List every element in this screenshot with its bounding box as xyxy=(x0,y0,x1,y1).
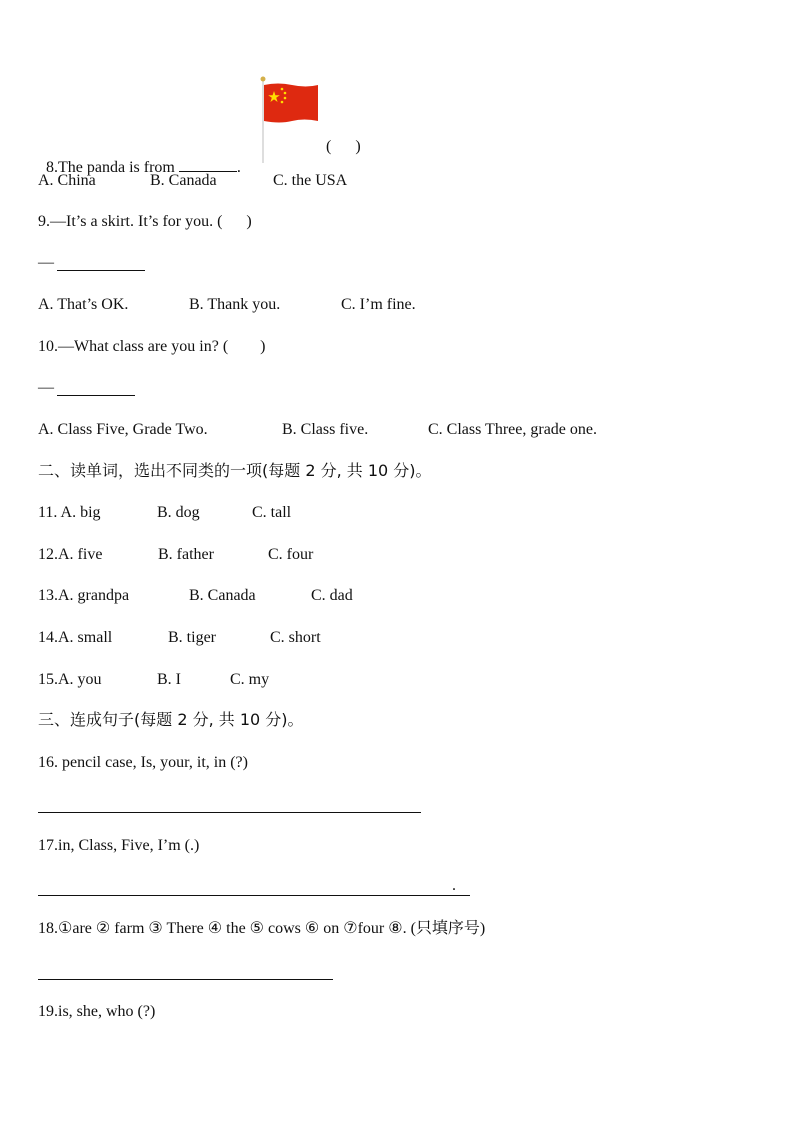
question-11-option-a[interactable]: 11. A. big xyxy=(38,504,101,521)
question-12-option-b[interactable]: B. father xyxy=(158,546,214,563)
question-17-text: 17.in, Class, Five, I’m (.) xyxy=(38,837,200,854)
section-2-title: 二、读单词，选出不同类的一项(每题 2 分, 共 10 分)。 xyxy=(38,461,432,480)
question-13-option-a[interactable]: 13.A. grandpa xyxy=(38,587,130,604)
answer-line[interactable] xyxy=(57,395,135,396)
question-11-option-b[interactable]: B. dog xyxy=(157,504,200,521)
question-13-option-c[interactable]: C. dad xyxy=(311,587,353,604)
response-dash: — xyxy=(38,379,54,396)
option-c[interactable]: C. Class Three, grade one. xyxy=(428,421,597,438)
question-13-option-b[interactable]: B. Canada xyxy=(189,587,256,604)
question-11-option-c[interactable]: C. tall xyxy=(252,504,292,521)
question-14-option-c[interactable]: C. short xyxy=(270,629,321,646)
question-15-option-b[interactable]: B. I xyxy=(157,671,181,688)
option-b[interactable]: B. Class five. xyxy=(282,421,369,438)
question-16-text: 16. pencil case, Is, your, it, in (?) xyxy=(38,754,248,771)
answer-line[interactable] xyxy=(38,895,470,896)
answer-line[interactable] xyxy=(38,979,333,980)
question-15-option-c[interactable]: C. my xyxy=(230,671,270,688)
option-c[interactable]: C. I’m fine. xyxy=(341,296,416,313)
question-14-option-b[interactable]: B. tiger xyxy=(168,629,216,646)
question-12-option-c[interactable]: C. four xyxy=(268,546,314,563)
question-8-text: 8.The panda is from xyxy=(46,159,179,176)
answer-period: . xyxy=(452,877,456,894)
option-a[interactable]: A. Class Five, Grade Two. xyxy=(38,421,208,438)
option-c[interactable]: C. the USA xyxy=(273,172,348,189)
question-8-period: . xyxy=(236,159,241,176)
option-a[interactable]: A. That’s OK. xyxy=(38,296,129,313)
answer-line[interactable] xyxy=(57,270,145,271)
question-15-option-a[interactable]: 15.A. you xyxy=(38,671,102,688)
option-b[interactable]: B. Canada xyxy=(150,172,217,189)
question-10-text: 10.—What class are you in? ( ) xyxy=(38,338,266,355)
question-18-text: 18.①are ② farm ③ There ④ the ⑤ cows ⑥ on ⑦four ⑧. (只填序号) xyxy=(38,920,486,937)
answer-line[interactable] xyxy=(38,812,421,813)
question-9-text: 9.—It’s a skirt. It’s for you. ( ) xyxy=(38,213,252,230)
question-19-text: 19.is, she, who (?) xyxy=(38,1003,156,1020)
answer-blank[interactable] xyxy=(179,157,237,172)
answer-paren[interactable]: ( ) xyxy=(326,138,361,155)
response-dash: — xyxy=(38,254,54,271)
option-b[interactable]: B. Thank you. xyxy=(189,296,281,313)
question-12-option-a[interactable]: 12.A. five xyxy=(38,546,103,563)
option-a[interactable]: A. China xyxy=(38,172,96,189)
china-flag-image xyxy=(258,75,322,165)
question-14-option-a[interactable]: 14.A. small xyxy=(38,629,113,646)
section-3-title: 三、连成句子(每题 2 分, 共 10 分)。 xyxy=(38,710,304,729)
